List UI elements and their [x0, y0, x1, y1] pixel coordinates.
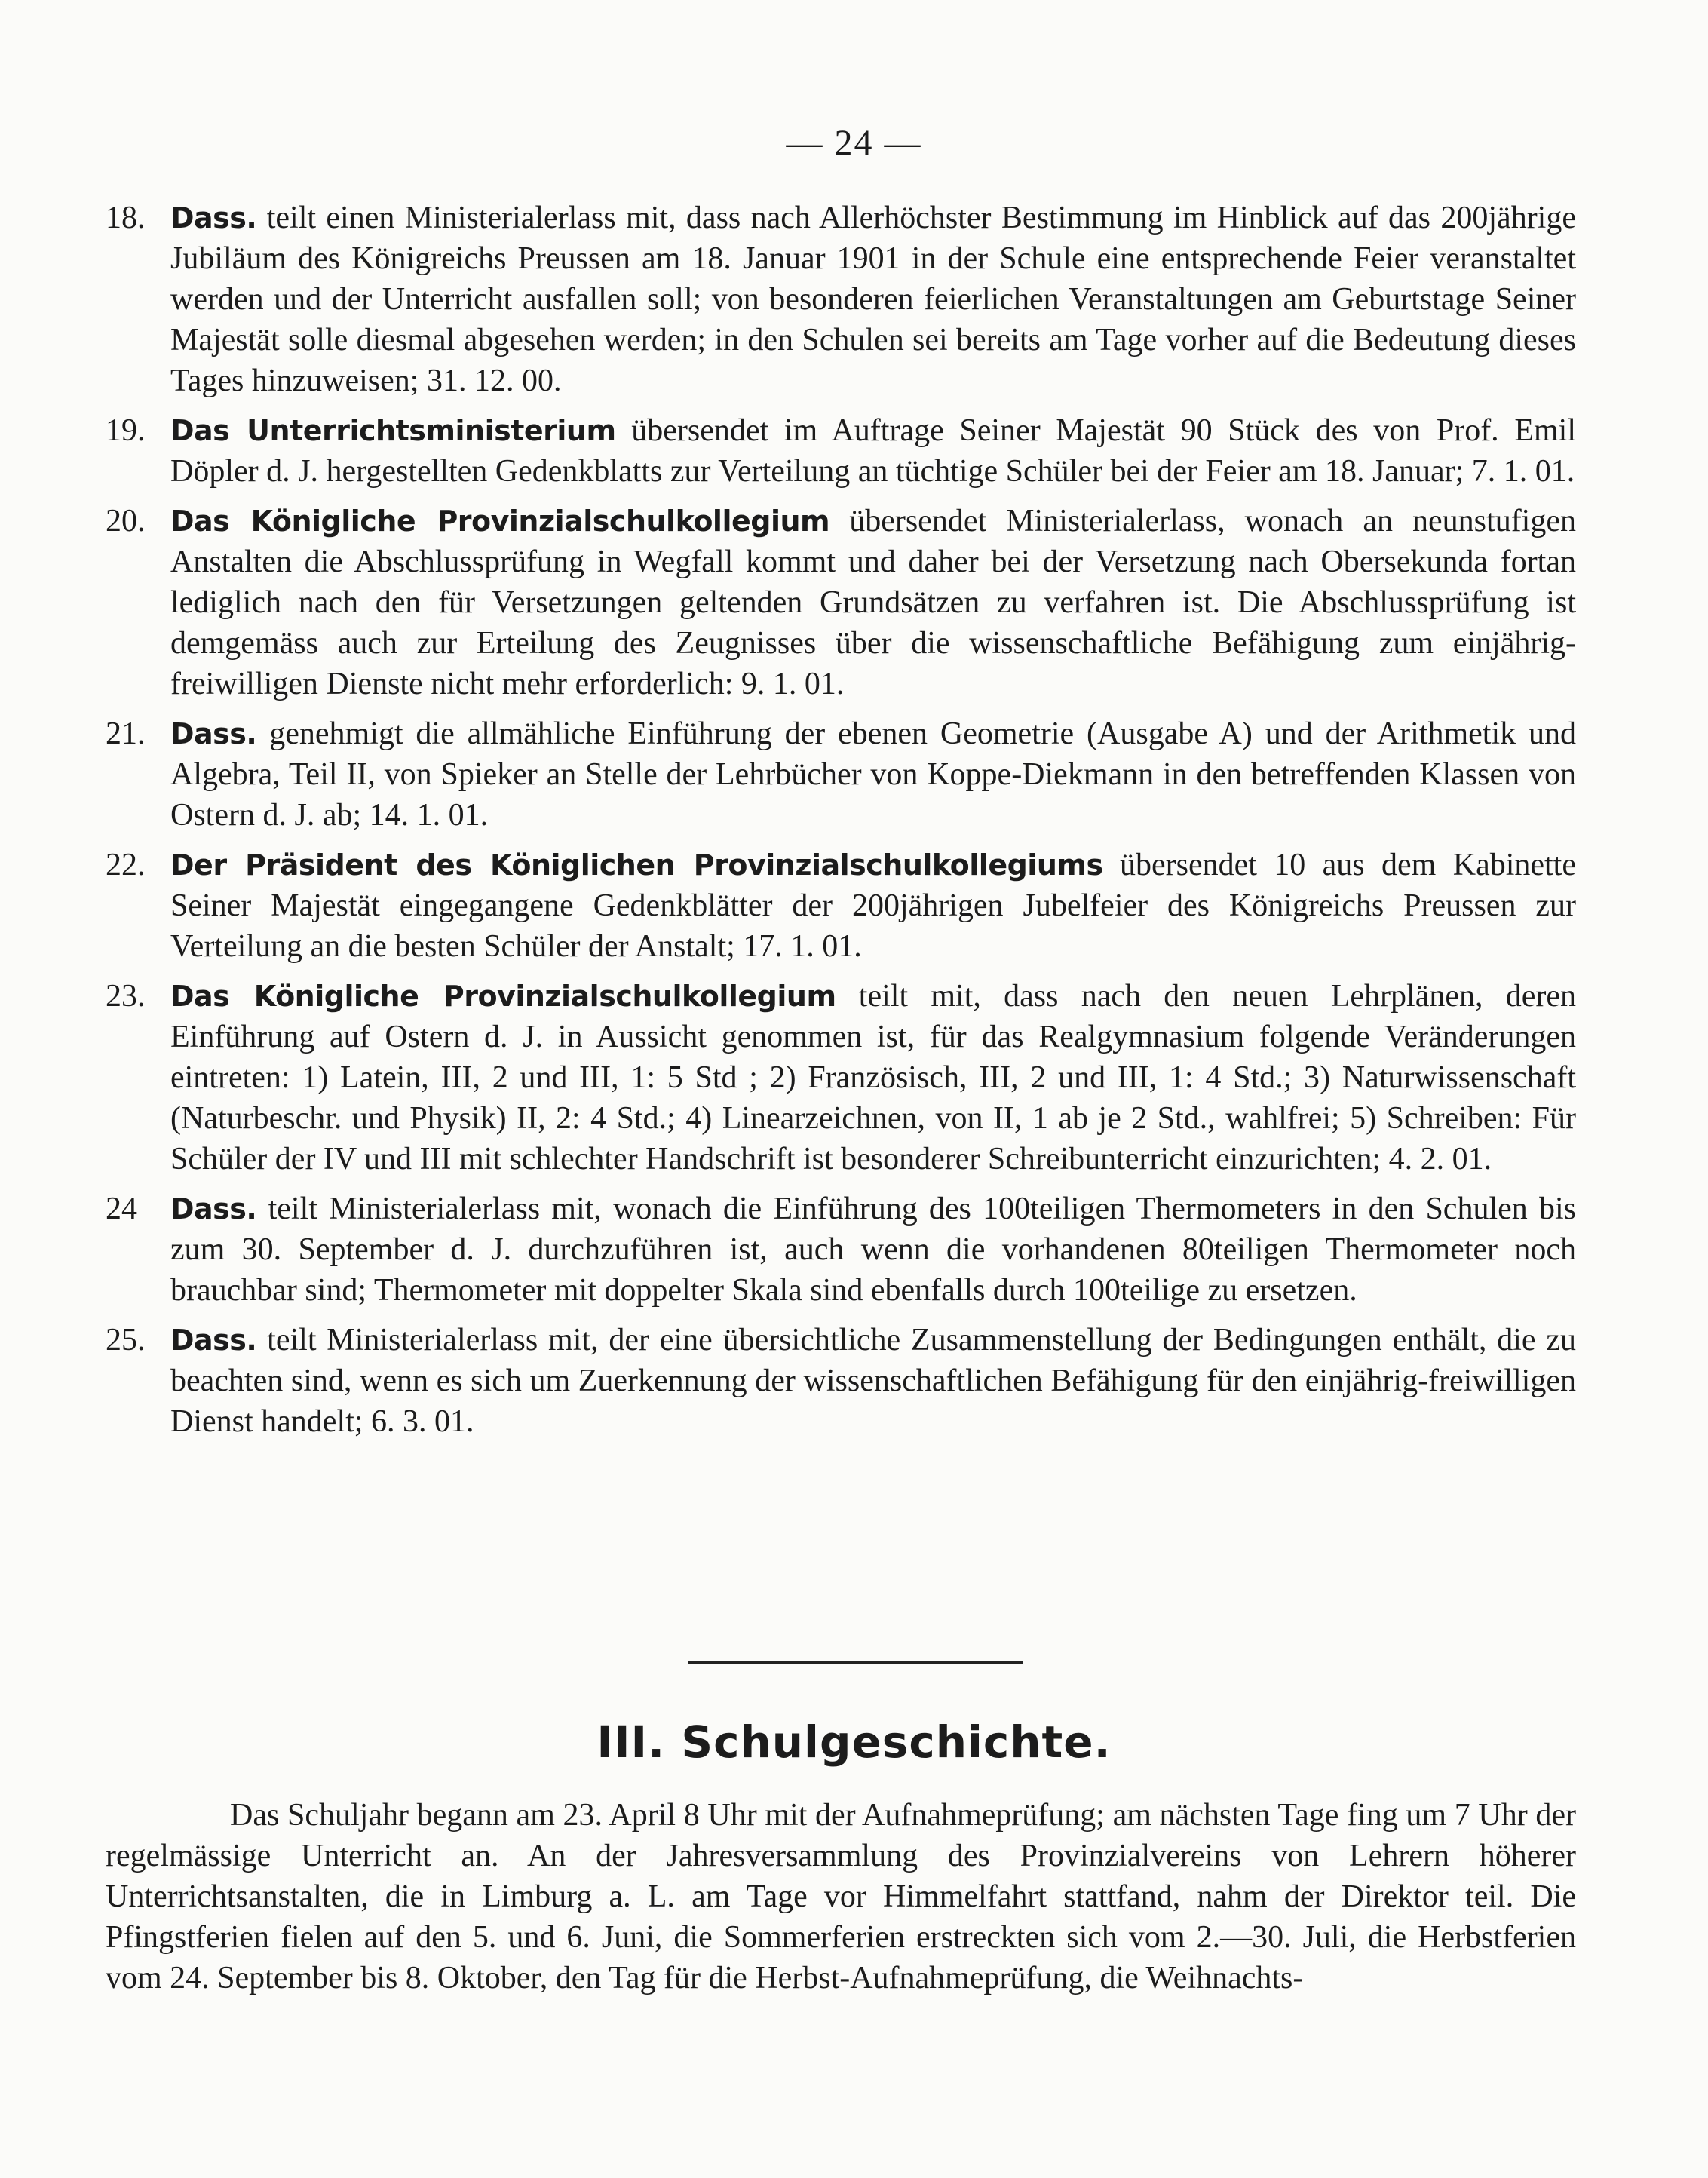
page-number: — 24 — — [786, 123, 922, 163]
entry-subject: Dass. — [170, 1192, 257, 1226]
decree-entry-19 — [106, 410, 1576, 492]
section-divider — [688, 1661, 1023, 1664]
body-paragraph: Das Schuljahr begann am 23. April 8 Uhr mit der Aufnahmeprüfung; am nächsten Tage fing um 7 Uhr der regelmässige Unterricht an. An der Jahresversammlung des Provinzialvereins von Lehrern höherer Unterrichtsanstalten, die in Limburg a. L. am Tage vor Himmelfahrt stattfand, nahm der Direktor teil. Die Pfingstferien fielen auf den 5. und 6. Juni, die Sommerferien erstreckten sich vom 2.—30. Juli, die Herbstferien vom 24. September bis 8. Oktober, den Tag für die Herbst-Aufnahmeprüfung, die Weihnachts- — [106, 1798, 1576, 1995]
entry-subject: Dass. — [170, 717, 257, 750]
entry-text: übersendet im Auftrage Seiner Majestät 90 Stück des von Prof. Emil Döpler d. J. hergestellten Gedenkblatts zur Verteilung an tüchtige Schüler bei der Feier am 18. Januar; 7. 1. 01. — [170, 413, 1576, 489]
entry-number: 21. — [106, 716, 146, 751]
entry-number: 22. — [106, 848, 146, 882]
decree-entry-18 — [106, 198, 1576, 401]
entry-text: genehmigt die allmähliche Einführung der ebenen Geometrie (Ausgabe A) und der Arithmetik und Algebra, Teil II, von Spieker an Stelle der Lehrbücher von Koppe-Diekmann in den betreffenden Klassen von Ostern d. J. ab; 14. 1. 01. — [170, 716, 1576, 833]
entry-number: 18. — [106, 201, 146, 235]
decree-entry-21 — [106, 713, 1576, 836]
entry-subject: Das Unterrichtsministerium — [170, 414, 616, 447]
entry-number: 24 — [106, 1192, 137, 1226]
decree-entry-24 — [106, 1189, 1576, 1311]
entry-subject: Dass. — [170, 201, 257, 235]
entry-number: 20. — [106, 504, 146, 538]
entry-number: 25. — [106, 1323, 146, 1357]
entry-subject: Das Königliche Provinzialschulkollegium — [170, 505, 830, 538]
entry-number: 23. — [106, 979, 146, 1014]
entry-subject: Dass. — [170, 1324, 257, 1357]
decree-list — [106, 198, 1576, 1451]
entry-text: teilt einen Ministerialerlass mit, dass nach Allerhöchster Bestimmung im Hinblick auf das 200jährige Jubiläum des Königreichs Preussen am 18. Januar 1901 in der Schule eine entsprechende Feier veranstaltet werden und der Unterricht ausfallen soll; von besonderen feierlichen Veranstaltungen am Geburtstage Seiner Majestät solle diesmal abgesehen werden; in den Schulen sei bereits am Tage vorher auf die Bedeutung dieses Tages hinzuweisen; 31. 12. 00. — [170, 201, 1576, 398]
decree-entry-25 — [106, 1320, 1576, 1442]
decree-entry-22 — [106, 845, 1576, 967]
entry-text: teilt Ministerialerlass mit, der eine übersichtliche Zusammenstellung der Bedingungen enthält, die zu beachten sind, wenn es sich um Zuerkennung der wissenschaftlichen Befähigung für den einjährig-freiwilligen Dienst handelt; 6. 3. 01. — [170, 1323, 1576, 1439]
entry-subject: Das Königliche Provinzialschulkollegium — [170, 980, 836, 1013]
entry-text: teilt Ministerialerlass mit, wonach die Einführung des 100teiligen Thermometers in den Schulen bis zum 30. September d. J. durchzuführen ist, auch wenn die vorhandenen 80teiligen Thermometer noch brauchbar sind; Thermometer mit doppelter Skala sind ebenfalls durch 100teilige zu ersetzen. — [170, 1192, 1576, 1308]
entry-number: 19. — [106, 413, 146, 448]
entry-text: übersendet Ministerialerlass, wonach an neunstufigen Anstalten die Abschlussprüfung in Wegfall kommt und daher bei der Versetzung nach Obersekunda fortan lediglich nach den für Versetzungen geltenden Grundsätzen zu verfahren ist. Die Abschlussprüfung ist demgemäss auch zur Erteilung des Zeugnisses über die wissenschaftliche Befähigung zum einjährig-freiwilligen Dienste nicht mehr erforderlich: 9. 1. 01. — [170, 504, 1576, 701]
entry-subject: Der Präsident des Königlichen Provinzialschulkollegiums — [170, 848, 1103, 882]
entry-text: übersendet 10 aus dem Kabinette Seiner Majestät eingegangene Gedenkblätter der 200jährigen Jubelfeier des Königreichs Preussen zur Verteilung an die besten Schüler der Anstalt; 17. 1. 01. — [170, 848, 1576, 964]
decree-entry-23 — [106, 976, 1576, 1179]
decree-entry-20 — [106, 501, 1576, 704]
section-heading: III. Schulgeschichte. — [596, 1716, 1112, 1768]
entry-text: teilt mit, dass nach den neuen Lehrplänen, deren Einführung auf Ostern d. J. in Aussicht genommen ist, für das Realgymnasium folgende Veränderungen eintreten: 1) Latein, III, 2 und III, 1: 5 Std ; 2) Französisch, III, 2 und III, 1: 4 Std.; 3) Naturwissenschaft (Naturbeschr. und Physik) II, 2: 4 Std.; 4) Linearzeichnen, von II, 1 ab je 2 Std., wahlfrei; 5) Schreiben: Für Schüler der IV und III mit schlechter Handschrift ist besonderer Schreibunterricht einzurichten; 4. 2. 01. — [170, 979, 1577, 1176]
